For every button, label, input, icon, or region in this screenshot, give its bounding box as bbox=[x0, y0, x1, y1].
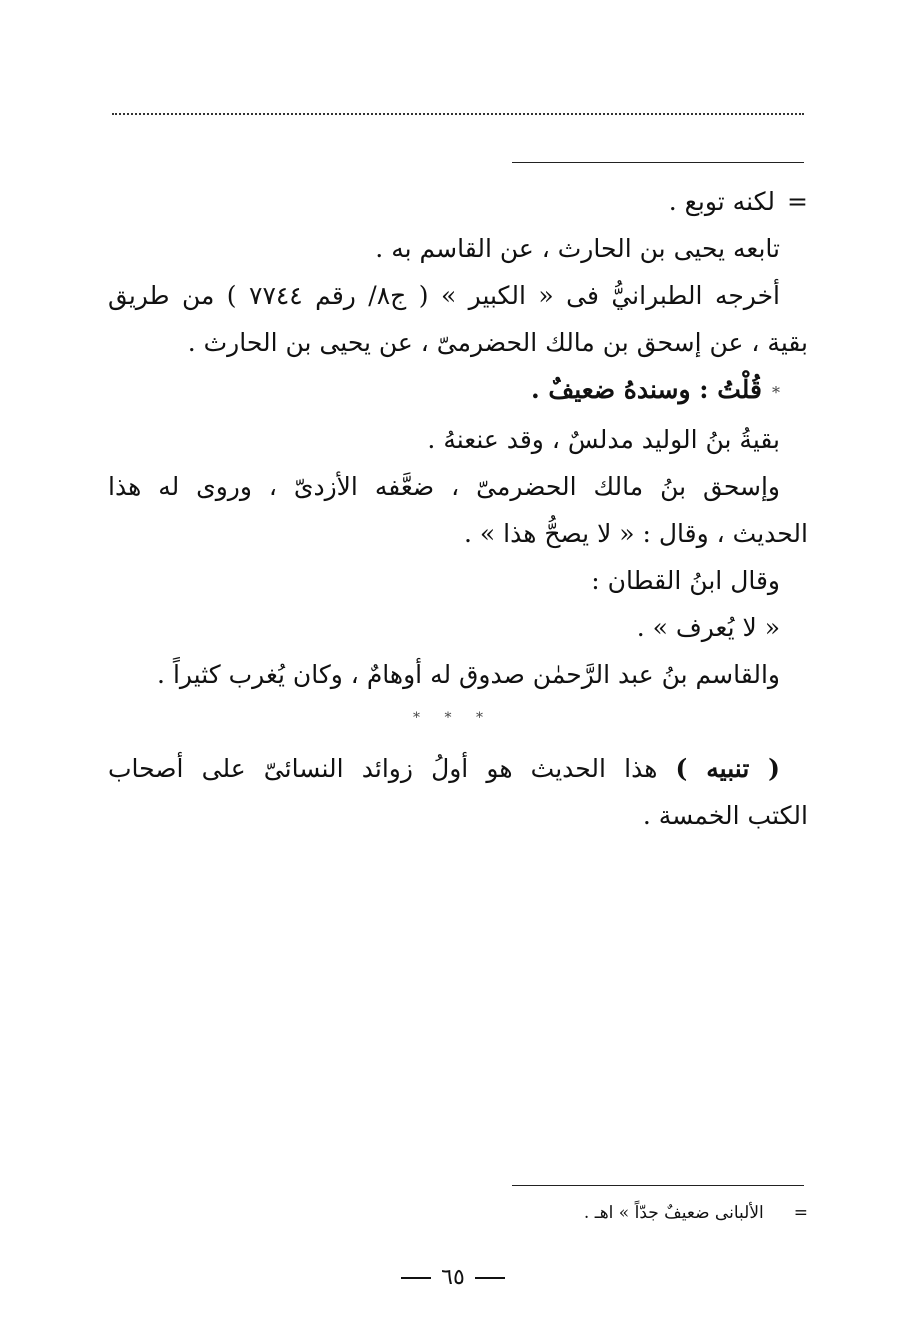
page-number-value: ٦٥ bbox=[441, 1265, 465, 1290]
main-text bbox=[108, 178, 808, 698]
text-line-content: قُلْتُ : وسندهُ ضعيفٌ . bbox=[530, 375, 762, 404]
footnote-mark: = bbox=[793, 1203, 808, 1223]
footnote-separator-rule bbox=[512, 1185, 804, 1186]
text-line: تابعه يحيى بن الحارث ، عن القاسم به . bbox=[375, 234, 780, 263]
note-line bbox=[108, 745, 808, 792]
header-dotted-rule bbox=[112, 113, 804, 115]
text-line: بقية ، عن إسحق بن مالك الحضرمىّ ، عن يحيى بن الحارث . bbox=[187, 328, 808, 357]
section-stars: * * * bbox=[413, 710, 493, 726]
text-line: والقاسم بنُ عبد الرَّحمٰن صدوق له أوهامٌ ، وكان يُغرب كثيراً . bbox=[157, 660, 780, 689]
text-line: وقال ابنُ القطان : bbox=[591, 566, 780, 595]
page-number-dash bbox=[401, 1277, 431, 1279]
note-block bbox=[108, 745, 808, 839]
text-line: أخرجه الطبرانيُّ فى « الكبير » ( ج٨/ رقم ٧٧٤٤ ) من طريق bbox=[108, 281, 780, 310]
text-line: الحديث ، وقال : « لا يصحُّ هذا » . bbox=[464, 519, 808, 548]
note-text: هذا الحديث هو أولُ زوائد النسائىّ على أصحاب bbox=[108, 754, 658, 783]
text-line: وإسحق بنُ مالك الحضرمىّ ، ضعَّفه الأزدىّ ، وروى له هذا bbox=[108, 472, 780, 501]
text-line bbox=[108, 178, 808, 225]
footnote-text: الألبانى ضعيفٌ جدّاً » اهـ . bbox=[583, 1203, 764, 1223]
star-mark: * bbox=[772, 383, 780, 402]
page-number bbox=[0, 1265, 906, 1290]
footnote bbox=[108, 1203, 808, 1223]
text-line: بقيةُ بنُ الوليد مدلسٌ ، وقد عنعنهُ . bbox=[427, 425, 780, 454]
continuation-mark: = bbox=[787, 187, 808, 216]
text-line-content: لكنه توبع . bbox=[668, 187, 776, 216]
note-label: ( تنبيه ) bbox=[675, 754, 781, 783]
note-line: الكتب الخمسة . bbox=[642, 801, 808, 830]
text-line: « لا يُعرف » . bbox=[636, 613, 780, 642]
page-number-dash bbox=[475, 1277, 505, 1279]
top-separator-rule bbox=[512, 162, 804, 163]
text-line bbox=[108, 366, 808, 416]
